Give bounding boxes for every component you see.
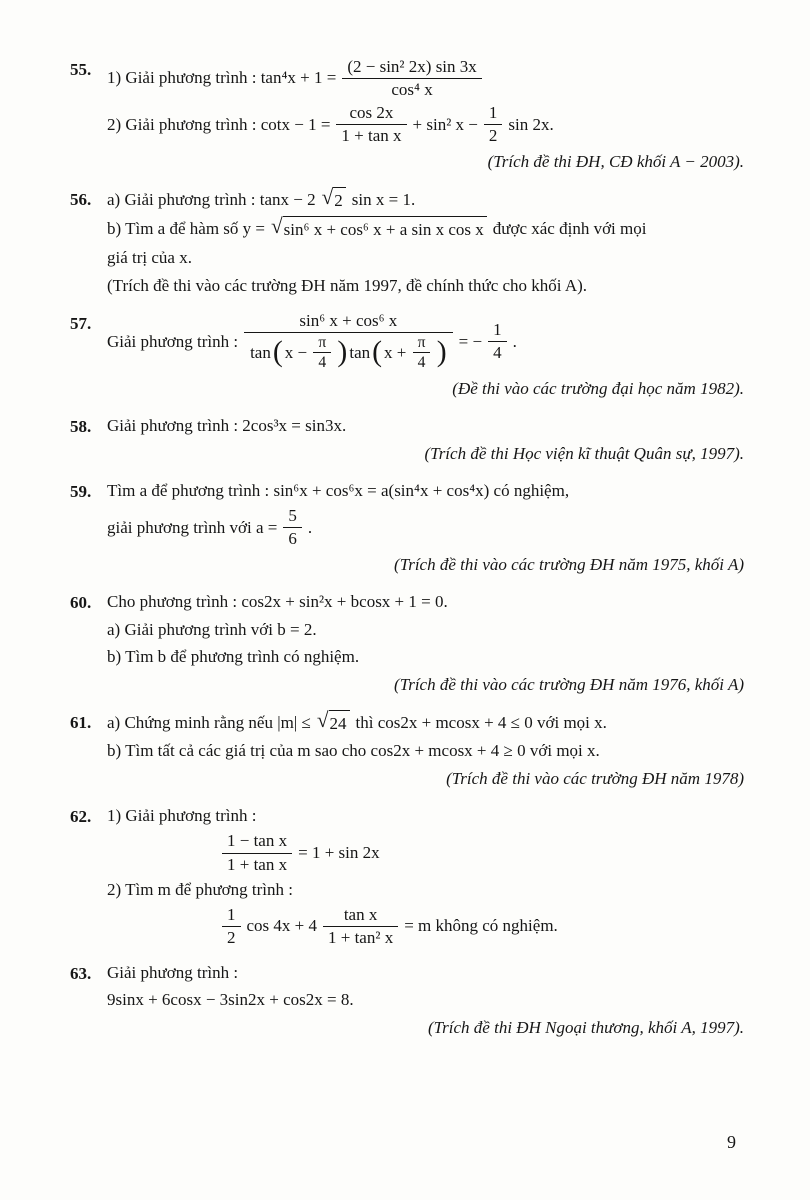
- math-text: cos 4x + 4: [246, 916, 317, 936]
- fraction-numerator: 1: [484, 103, 503, 125]
- exercise-60-part-b: b) Tìm b để phương trình có nghiệm.: [107, 646, 360, 666]
- exercise-61-number: 61.: [70, 712, 92, 732]
- fraction-denominator: 4: [417, 354, 426, 372]
- fraction: [484, 103, 503, 146]
- right-paren: ): [337, 334, 348, 368]
- page-number: 9: [727, 1132, 736, 1153]
- fraction-numerator: 1: [488, 320, 507, 342]
- source-citation: (Trích đề thi vào các trường ĐH năm 1997, đề chính thức cho khối A).: [107, 275, 588, 295]
- fraction: [336, 103, 406, 146]
- exercise-60: [70, 590, 746, 697]
- exercise-62: [70, 804, 746, 947]
- problem-text: thì cos2x + mcosx + 4 ≤ 0 với mọi x.: [355, 712, 607, 732]
- fraction: [244, 311, 453, 373]
- exercise-59: [70, 479, 746, 577]
- left-paren: (: [272, 334, 283, 368]
- exercise-56: [70, 187, 746, 298]
- exercise-57-equation: [107, 311, 746, 373]
- math-text: .: [512, 331, 517, 351]
- fraction-numerator: 5: [283, 506, 302, 528]
- exercise-62-equation-2: [222, 905, 746, 948]
- problem-text: a) Giải phương trình : tanx − 2: [107, 190, 316, 210]
- fraction: [222, 905, 241, 948]
- left-paren: (: [372, 334, 383, 368]
- problem-text: 2) Giải phương trình : cotx − 1 =: [107, 114, 331, 134]
- source-citation: (Đề thi vào các trường đại học năm 1982).: [452, 378, 744, 398]
- fraction-numerator: π: [413, 334, 431, 353]
- radicand: 2: [333, 187, 346, 213]
- exercise-55-part-1: [107, 57, 746, 100]
- exercise-59-line-1: Tìm a để phương trình : sin⁶x + cos⁶x = a(sin⁴x + cos⁴x) có nghiệm,: [107, 481, 570, 501]
- problem-text: + sin² x −: [412, 114, 478, 134]
- fraction-numerator: 1 − tan x: [222, 831, 292, 853]
- problem-text: sin 2x.: [508, 114, 554, 134]
- exercise-60-line-1: Cho phương trình : cos2x + sin²x + bcosx + 1 = 0.: [107, 592, 448, 612]
- math-text: = m không có nghiệm.: [404, 916, 558, 936]
- source-citation: (Trích đề thi vào các trường ĐH năm 1978): [446, 769, 744, 789]
- square-root: [322, 187, 346, 213]
- fraction: [222, 831, 292, 874]
- radical-icon: √: [321, 185, 334, 210]
- square-root: [316, 707, 350, 736]
- fraction-denominator: 4: [318, 354, 327, 372]
- problem-text: sin x = 1.: [351, 190, 416, 210]
- problem-text: giải phương trình với a =: [107, 517, 278, 537]
- exercise-61-part-b: b) Tìm tất cả các giá trị của m sao cho cos2x + mcosx + 4 ≥ 0 với mọi x.: [107, 741, 600, 761]
- math-text: .: [307, 517, 313, 537]
- problem-text: a) Chứng minh rằng nếu |m| ≤: [107, 712, 311, 732]
- exercise-56-continuation: giá trị của x.: [107, 247, 192, 267]
- math-text: = −: [458, 331, 483, 351]
- right-paren: ): [436, 334, 447, 368]
- exercise-62-label-1: 1) Giải phương trình :: [107, 806, 257, 826]
- exercise-63: [70, 961, 746, 1040]
- fraction-numerator: sin⁶ x + cos⁶ x: [244, 311, 453, 333]
- source-citation: (Trích đề thi Học viện kĩ thuật Quân sự, 1997).: [424, 444, 744, 464]
- fraction-denominator: 1 + tan x: [341, 126, 402, 146]
- exercise-58-text: Giải phương trình : 2cos³x = sin3x.: [107, 415, 347, 435]
- radical-icon: √: [271, 214, 283, 239]
- radicand: sin⁶ x + cos⁶ x + a sin x cos x: [283, 216, 487, 242]
- fraction: [413, 334, 431, 373]
- exercise-58: [70, 414, 746, 466]
- fraction: [488, 320, 507, 363]
- fraction-denominator: 1 + tan x: [227, 854, 288, 874]
- fraction-denominator: [244, 333, 453, 373]
- exercise-60-part-a: a) Giải phương trình với b = 2.: [107, 619, 317, 639]
- exercise-63-number: 63.: [70, 963, 92, 983]
- exercise-62-label-2: 2) Tìm m để phương trình :: [107, 879, 293, 899]
- radical-icon: √: [316, 707, 329, 732]
- exercise-63-label: Giải phương trình :: [107, 962, 239, 982]
- radicand: 24: [329, 710, 350, 736]
- math-text: x −: [284, 343, 308, 363]
- exercise-59-number: 59.: [70, 482, 92, 502]
- exercise-60-number: 60.: [70, 593, 92, 613]
- fraction-denominator: 6: [288, 529, 297, 549]
- fraction-numerator: (2 − sin² 2x) sin 3x: [342, 57, 481, 79]
- math-text: tan: [349, 343, 371, 363]
- exercise-55: [70, 57, 746, 174]
- math-text: = 1 + sin 2x: [298, 842, 380, 862]
- fraction: [283, 506, 302, 549]
- exercise-61-part-a: [107, 707, 746, 736]
- exercise-61: [70, 707, 746, 791]
- exercise-63-equation: 9sinx + 6cosx − 3sin2x + cos2x = 8.: [107, 989, 354, 1009]
- exercise-57-number: 57.: [70, 313, 92, 333]
- fraction-numerator: cos 2x: [336, 103, 406, 125]
- fraction: [313, 334, 331, 373]
- source-citation: (Trích đề thi vào các trường ĐH năm 1975, khối A): [394, 555, 744, 575]
- source-citation: (Trích đề thi ĐH Ngoại thương, khối A, 1997).: [428, 1018, 744, 1038]
- exercise-58-number: 58.: [70, 416, 92, 436]
- fraction-denominator: 2: [488, 126, 498, 146]
- fraction-denominator: 1 + tan² x: [328, 927, 394, 947]
- exercise-55-number: 55.: [70, 60, 92, 79]
- exercise-56-part-b: [107, 216, 746, 242]
- exercise-56-part-a: [107, 187, 746, 213]
- problem-text: Giải phương trình :: [107, 331, 239, 351]
- fraction-denominator: 2: [227, 927, 236, 947]
- exercise-56-number: 56.: [70, 190, 92, 210]
- fraction-denominator: cos⁴ x: [391, 80, 433, 100]
- fraction-numerator: 1: [222, 905, 241, 927]
- fraction-denominator: 4: [493, 343, 502, 363]
- problem-text: b) Tìm a để hàm số y =: [107, 219, 265, 239]
- square-root: [271, 216, 487, 242]
- exercise-57: [70, 311, 746, 401]
- fraction: [342, 57, 481, 100]
- exercise-55-part-2: [107, 103, 746, 146]
- source-citation: (Trích đề thi vào các trường ĐH năm 1976, khối A): [394, 674, 744, 694]
- exercise-59-line-2: [107, 506, 746, 549]
- fraction-numerator: π: [313, 334, 331, 353]
- fraction: [323, 905, 398, 948]
- math-text: x +: [384, 343, 407, 363]
- math-text: tan: [250, 343, 271, 363]
- problem-text: được xác định với mọi: [492, 219, 647, 239]
- exercise-62-number: 62.: [70, 807, 92, 827]
- exercise-62-equation-1: [222, 831, 746, 874]
- fraction-numerator: tan x: [323, 905, 398, 927]
- problem-text: 1) Giải phương trình : tan⁴x + 1 =: [107, 68, 337, 88]
- source-citation: (Trích đề thi ĐH, CĐ khối A − 2003).: [487, 152, 744, 172]
